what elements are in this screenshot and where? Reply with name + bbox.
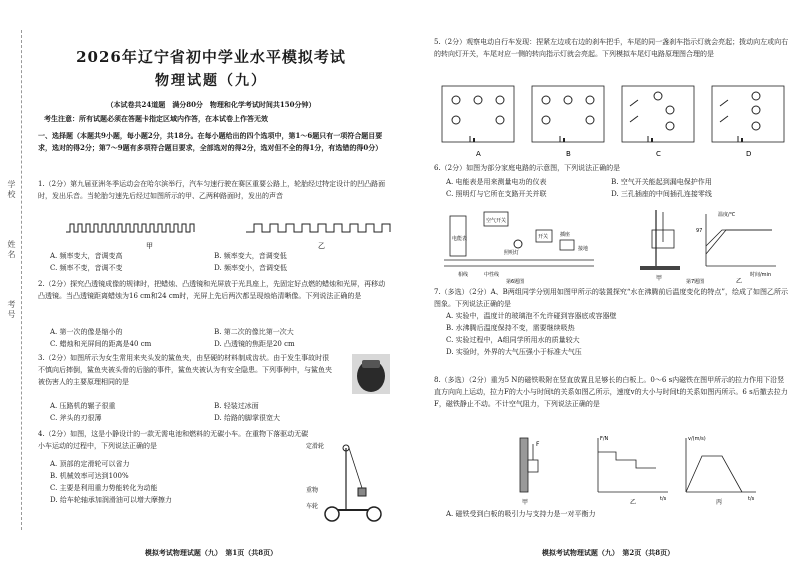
- fig6-meter: 电能表: [452, 236, 468, 242]
- fig7-temperature-label: 温度/℃: [718, 212, 736, 218]
- q6-option-c[interactable]: C. 照明灯与它所在支路开关并联: [446, 190, 547, 198]
- q7-option-c[interactable]: C. 实验过程中，A组同学所用水的质量较大: [446, 336, 580, 344]
- question-1-options: [50, 250, 392, 274]
- label-fixed-pulley: 定滑轮: [306, 443, 325, 450]
- household-circuit-figure: [444, 206, 604, 284]
- fig7-time-label: 时间/min: [750, 272, 772, 278]
- question-6: [434, 162, 790, 174]
- fig8-force-label: F: [536, 441, 540, 448]
- road-surface-figure: [66, 218, 396, 252]
- fig8-yi-label: 乙: [630, 499, 637, 506]
- question-1-stem: 1.（2分）第九届亚洲冬季运动会在哈尔滨举行，汽车匀速行驶在赛区重要公路上，轮胎经过特定设计的凹凸路面时，发出乐音。当轮胎匀速先后经过如图所示的甲、乙两种路面时，发出的声音: [38, 180, 386, 200]
- circuit-d-label: D: [746, 150, 752, 158]
- fig7-caption: 第7题图: [686, 279, 705, 284]
- q3-option-a[interactable]: A. 压路机的辗子很重: [50, 402, 116, 410]
- fig6-live-wire: 相线: [458, 272, 469, 278]
- tail-light-circuits: [440, 82, 790, 160]
- circuit-d: [712, 86, 784, 142]
- page-2: [400, 0, 800, 566]
- question-4-stem: 4.（2分）如图，这是小静设计的一款无需电池和燃料的无碳小车。在重物下落驱动无碳小车运动的过程中，下列说法正确的是: [38, 430, 309, 450]
- q4-option-b[interactable]: B. 机械效率可达到100%: [50, 472, 129, 480]
- q1-option-b[interactable]: B. 频率变大，音调变低: [214, 252, 287, 260]
- q6-option-a[interactable]: A. 电能表是用来测量电功的仪表: [446, 178, 547, 186]
- fig7-97-label: 97: [696, 228, 703, 234]
- fig6-air-switch: 空气开关: [486, 218, 507, 224]
- question-1: [38, 178, 392, 202]
- q1-option-c[interactable]: C. 频率不变，音调不变: [50, 264, 123, 272]
- q2-option-b[interactable]: B. 第二次的像比第一次大: [214, 328, 294, 336]
- question-8-stem: 8.（多选）（2分）重为5 N的磁铁吸附在竖直放置且足够长的白板上。0～6 s内磁铁在图甲所示的拉力作用下沿竖直方向向上运动，拉力F的大小与时间t的关系如图乙所示，速度v的大小与时间t的关系如图丙所示。6 s后撤去拉力F，磁铁静止不动。不计空气阻力，下列说法正确的是: [434, 376, 788, 408]
- question-3: [38, 352, 336, 388]
- question-2-stem: 2.（2分）探究凸透镜成像的规律时，把蜡烛、凸透镜和光屏放于光具座上，先固定好点燃的蜡烛和光屏，再移动凸透镜。当凸透镜距离蜡烛为16 cm和24 cm时，光屏上先后两次都呈现烛焰清晰像。下列说法正确的是: [38, 280, 386, 300]
- fig6-ground: 接地: [578, 246, 589, 252]
- question-7-stem: 7.（多选）（2分）A、B两组同学分别用如图甲所示的装置探究“水在沸腾前后温度变化的特点”，绘成了如图乙所示图象。下列说法正确的是: [434, 288, 788, 308]
- q2-option-c[interactable]: C. 蜡烛和光屏间的距离是40 cm: [50, 340, 152, 348]
- q7-option-a[interactable]: A. 实验中，温度计的玻璃泡不允许碰到容器底或容器壁: [446, 312, 617, 320]
- binding-line: [4, 30, 22, 530]
- circuit-b-label: B: [566, 150, 571, 158]
- road-yi-label: 乙: [318, 242, 325, 250]
- binding-text: 学校 姓名 考号: [7, 180, 16, 320]
- road-yi: [246, 224, 390, 232]
- label-wheel: 车轮: [306, 503, 319, 510]
- exam-meta: （本试卷共24道题 满分80分 物理和化学考试时间共150分钟）: [106, 100, 316, 109]
- question-7-options: [446, 310, 790, 358]
- circuit-b: [532, 86, 604, 142]
- question-5-stem: 5.（2分）观察电动自行车发现：捏紧左边或右边的刹车把手，车尾的同一盏刹车指示灯就会亮起；拨动向左或向右的转向灯开关，车尾对应一侧的转向指示灯就会亮起。下列模拟车尾灯电路原理图合理的是: [434, 38, 789, 58]
- question-5: [434, 36, 790, 60]
- fig6-neutral-wire: 中性线: [484, 272, 500, 278]
- magnet-motion-figure: [512, 432, 762, 506]
- fig6-caption: 第6题图: [506, 279, 525, 284]
- question-3-options: [50, 400, 392, 424]
- exam-title: 2026年辽宁省初中学业水平模拟考试: [76, 48, 346, 66]
- q4-option-c[interactable]: C. 主要是利用重力势能转化为动能: [50, 484, 158, 492]
- question-2-options: [50, 326, 392, 350]
- question-8-options: [446, 508, 790, 520]
- circuit-c: [622, 86, 694, 142]
- fig7-jia-label: 甲: [656, 275, 663, 282]
- circuit-c-label: C: [656, 150, 661, 158]
- q6-option-b[interactable]: B. 空气开关能起到漏电保护作用: [611, 178, 712, 186]
- page-1-footer: 模拟考试物理试题（九） 第1页（共8页）: [144, 548, 278, 557]
- carbon-free-car-figure: [306, 440, 396, 524]
- question-4: [38, 428, 312, 452]
- exam-subtitle: 物理试题（九）: [155, 73, 267, 89]
- fig7-yi-label: 乙: [736, 278, 743, 284]
- hair-clip-photo: [352, 354, 390, 394]
- road-jia-label: 甲: [146, 242, 153, 250]
- q3-option-d[interactable]: D. 给路的脚掌很宽大: [214, 414, 280, 422]
- section-1-heading: 一、选择题（本题共9小题，每小题2分，共18分。在每小题给出的四个选项中，第1～6题只有一项符合题目要求，选对的得2分；第7～9题有多项符合题目要求，全部选对的得2分，选对但不全的得1分，有选错的得0分）: [38, 131, 383, 152]
- circuit-a-label: A: [476, 150, 481, 158]
- question-6-stem: 6.（2分）如图为部分家庭电路的示意图，下列说法正确的是: [434, 164, 621, 172]
- exam-notice: 考生注意：所有试题必须在答题卡指定区域内作答，在本试卷上作答无效: [44, 114, 268, 123]
- question-8: [434, 374, 790, 410]
- road-jia: [66, 224, 194, 232]
- fig8-f-axis: F/N: [600, 436, 609, 442]
- question-3-stem: 3.（2分）如图所示为女生常用来夹头发的鲨鱼夹，由坚硬的材料制成齿状。由于发生事故时很不慎向后摔倒，鲨鱼夹被头骨的后脑的事件，鲨鱼夹被认为有安全隐患。下列事例中，与鲨鱼夹被伤害人的主要原理相同的是: [38, 354, 332, 386]
- q3-option-b[interactable]: B. 轻装过冰面: [214, 402, 259, 410]
- q3-option-c[interactable]: C. 斧头的刃很薄: [50, 414, 102, 422]
- fig8-v-axis: v/(m/s): [688, 436, 706, 442]
- question-6-options: [446, 176, 790, 200]
- q2-option-d[interactable]: D. 凸透镜的焦距是20 cm: [214, 340, 295, 348]
- q4-option-d[interactable]: D. 给车轮轴承加润滑油可以增大摩擦力: [50, 496, 172, 504]
- q8-option-a[interactable]: A. 磁铁受到白板的吸引力与支持力是一对平衡力: [446, 510, 596, 518]
- boiling-experiment-figure: [626, 206, 786, 284]
- page-2-footer: 模拟考试物理试题（九） 第2页（共8页）: [541, 548, 675, 557]
- q6-option-d[interactable]: D. 三孔插座的中间插孔连接零线: [611, 190, 712, 198]
- fig8-t-axis-c: t/s: [748, 496, 755, 502]
- q4-option-a[interactable]: A. 顶部的定滑轮可以省力: [50, 460, 130, 468]
- fig6-switch: 开关: [538, 234, 549, 240]
- question-7: [434, 286, 790, 310]
- q1-option-d[interactable]: D. 频率变小，音调变低: [214, 264, 287, 272]
- fig8-jia-label: 甲: [522, 499, 529, 506]
- label-weight: 重物: [306, 487, 319, 494]
- fig6-socket: 插座: [560, 232, 571, 238]
- q7-option-b[interactable]: B. 水沸腾后温度保持不变，需要继续吸热: [446, 324, 575, 332]
- q7-option-d[interactable]: D. 实验时，外界的大气压强小于标准大气压: [446, 348, 582, 356]
- fig6-lamp: 照明灯: [504, 250, 520, 256]
- q1-option-a[interactable]: A. 频率变大，音调变高: [50, 252, 123, 260]
- fig8-bing-label: 丙: [716, 499, 723, 506]
- q2-option-a[interactable]: A. 第一次的像是缩小的: [50, 328, 123, 336]
- circuit-a: [442, 86, 514, 142]
- question-2: [38, 278, 392, 302]
- fig8-t-axis-b: t/s: [660, 496, 667, 502]
